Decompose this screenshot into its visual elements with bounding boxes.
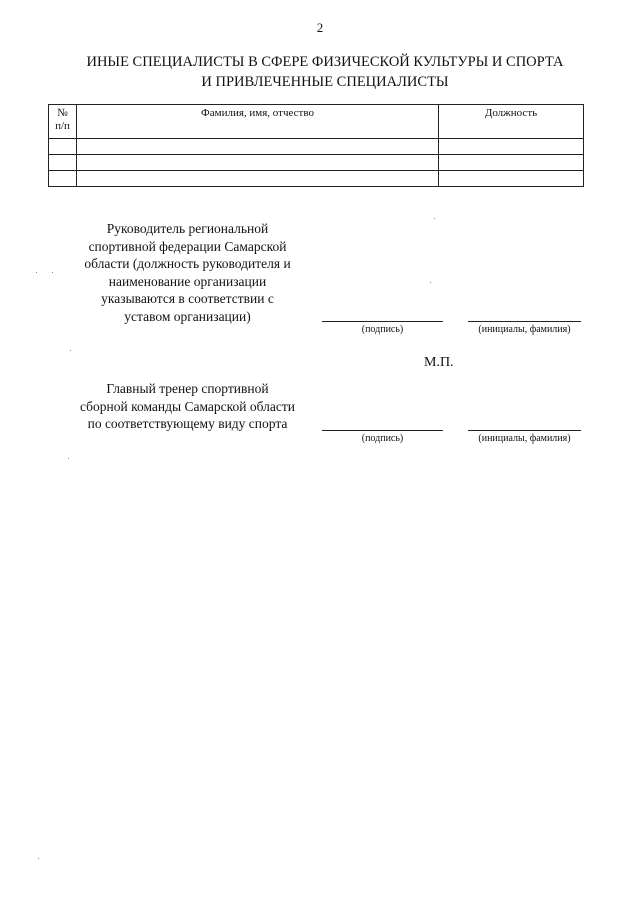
role-line: спортивной федерации Самарской [88, 238, 287, 254]
role-line: области (должность руководителя и [84, 256, 291, 271]
role-line: Главный тренер спортивной [106, 381, 269, 396]
table-row [49, 139, 584, 155]
cell-position[interactable] [439, 155, 584, 171]
header-number [49, 105, 77, 139]
table-row [49, 155, 584, 171]
role-line: по соответствующему виду спорта [87, 416, 288, 431]
head-coach-signature-line[interactable] [322, 430, 443, 431]
federation-head-initials-line[interactable] [468, 321, 581, 322]
federation-head-initials-caption: (инициалы, фамилия) [478, 324, 571, 335]
scan-speck [36, 272, 37, 273]
scan-speck [68, 458, 69, 459]
page-number: 2 [316, 20, 324, 35]
header-position: Должность [439, 105, 584, 139]
federation-head-signature-caption: (подпись) [361, 324, 404, 335]
cell-position[interactable] [439, 139, 584, 155]
header-full-name: Фамилия, имя, отчество [77, 105, 439, 139]
head-coach-initials-line[interactable] [468, 430, 581, 431]
role-line: уставом организации) [124, 308, 251, 324]
document-title [40, 52, 610, 92]
specialists-table [48, 104, 584, 187]
cell-number[interactable] [49, 155, 77, 171]
scan-speck [434, 218, 435, 219]
scan-speck [70, 350, 71, 351]
table-header-row [49, 105, 584, 139]
role-line: Руководитель региональной [106, 221, 269, 236]
role-line: наименование организации [108, 273, 267, 289]
cell-number[interactable] [49, 171, 77, 187]
title-line-2: И ПРИВЛЕЧЕННЫЕ СПЕЦИАЛИСТЫ [201, 74, 449, 90]
head-coach-initials-caption: (инициалы, фамилия) [478, 433, 571, 444]
cell-full-name[interactable] [77, 155, 439, 171]
header-number-abbr: п/п [55, 120, 70, 132]
scan-speck [52, 272, 53, 273]
cell-full-name[interactable] [77, 171, 439, 187]
table-row [49, 171, 584, 187]
role-line: указываются в соответствии с [101, 291, 274, 306]
scan-speck [38, 858, 39, 859]
head-coach-role [55, 380, 320, 433]
cell-number[interactable] [49, 139, 77, 155]
scan-speck [430, 282, 431, 283]
federation-head-signature-line[interactable] [322, 321, 443, 322]
role-line: сборной команды Самарской области [80, 398, 295, 414]
header-number-symbol: № [57, 107, 68, 119]
cell-full-name[interactable] [77, 139, 439, 155]
federation-head-role [55, 220, 320, 325]
cell-position[interactable] [439, 171, 584, 187]
stamp-placeholder: М.П. [424, 355, 454, 370]
title-line-1: ИНЫЕ СПЕЦИАЛИСТЫ В СФЕРЕ ФИЗИЧЕСКОЙ КУЛЬТУРЫ И СПОРТА [86, 54, 564, 70]
head-coach-signature-caption: (подпись) [361, 433, 404, 444]
